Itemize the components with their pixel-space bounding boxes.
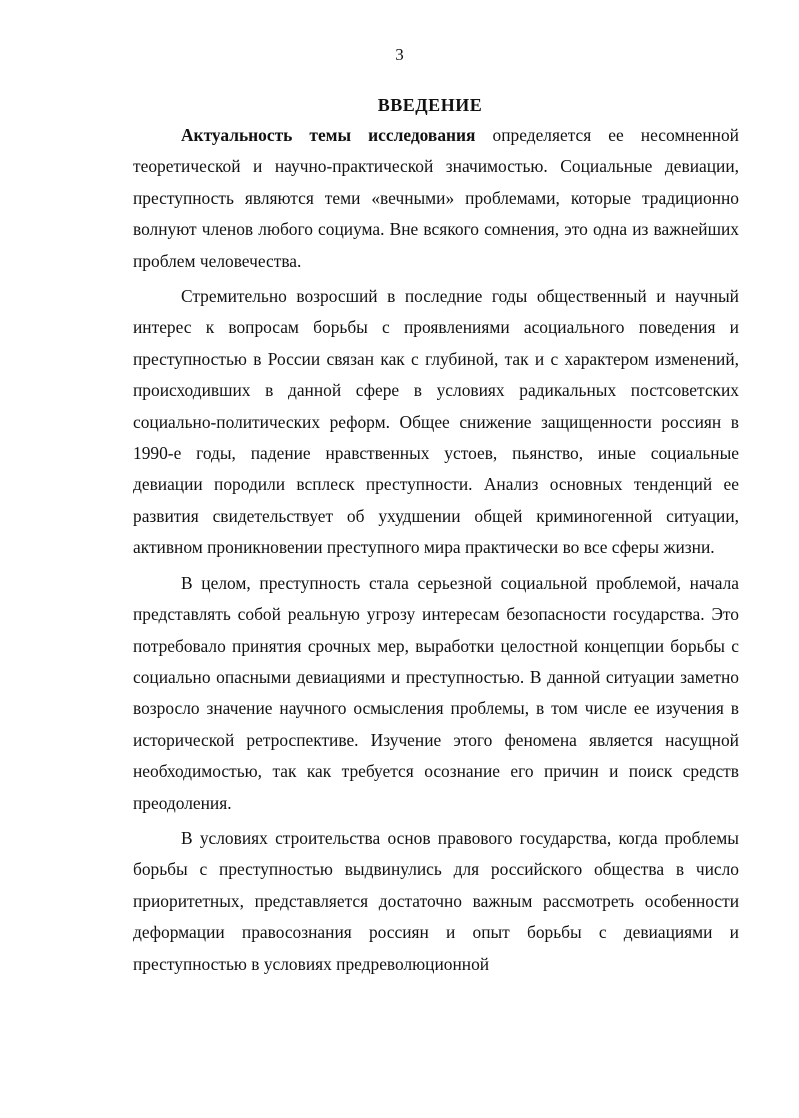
paragraph-legal-state: В условиях строительства основ правового государства, когда проблемы борьбы с преступностью выдвинулись для российского общества в число приоритетных, представляется достаточно важным рассмотреть особенности деформации правосознания россиян и опыт борьбы с девиациями и преступностью в условиях предреволюционной (133, 827, 739, 974)
paragraph-text: определяется ее несомненной теоретической и научно-практической значимостью. Социальные девиации, преступность являются теми «вечными» проблемами, которые традиционно волнуют членов любого социума. Вне всякого сомнения, это одна из важнейших проблем человечества. (133, 125, 739, 271)
paragraph-relevance (133, 120, 739, 277)
paragraph-lead-term: Актуальность темы исследования (181, 125, 476, 145)
section-title: ВВЕДЕНИЕ (377, 95, 483, 115)
body-text (133, 120, 739, 980)
paragraph-crime-problem: В целом, преступность стала серьезной социальной проблемой, начала представлять собой реальную угрозу интересам безопасности государства. Это потребовало принятия срочных мер, выработки целостной концепции борьбы с социально опасными девиациями и преступностью. В данной ситуации заметно возросло значение научного осмысления проблемы, в том числе ее изучения в исторической ретроспективе. Изучение этого феномена является насущной необходимостью, так как требуется осознание его причин и поиск средств преодоления. (133, 572, 739, 813)
page-number: 3 (395, 45, 404, 64)
paragraph-interest: Стремительно возросший в последние годы общественный и научный интерес к вопросам борьбы с проявлениями асоциального поведения и преступностью в России связан как с глубиной, так и с характером изменений, происходивших в данной сфере в условиях радикальных постсоветских социально-политических реформ. Общее снижение защищенности россиян в 1990-е годы, падение нравственных устоев, пьянство, иные социальные девиации породили всплеск преступности. Анализ основных тенденций ее развития свидетельствует об ухудшении общей криминогенной ситуации, активном проникновении преступного мира практически во все сферы жизни. (133, 286, 739, 558)
